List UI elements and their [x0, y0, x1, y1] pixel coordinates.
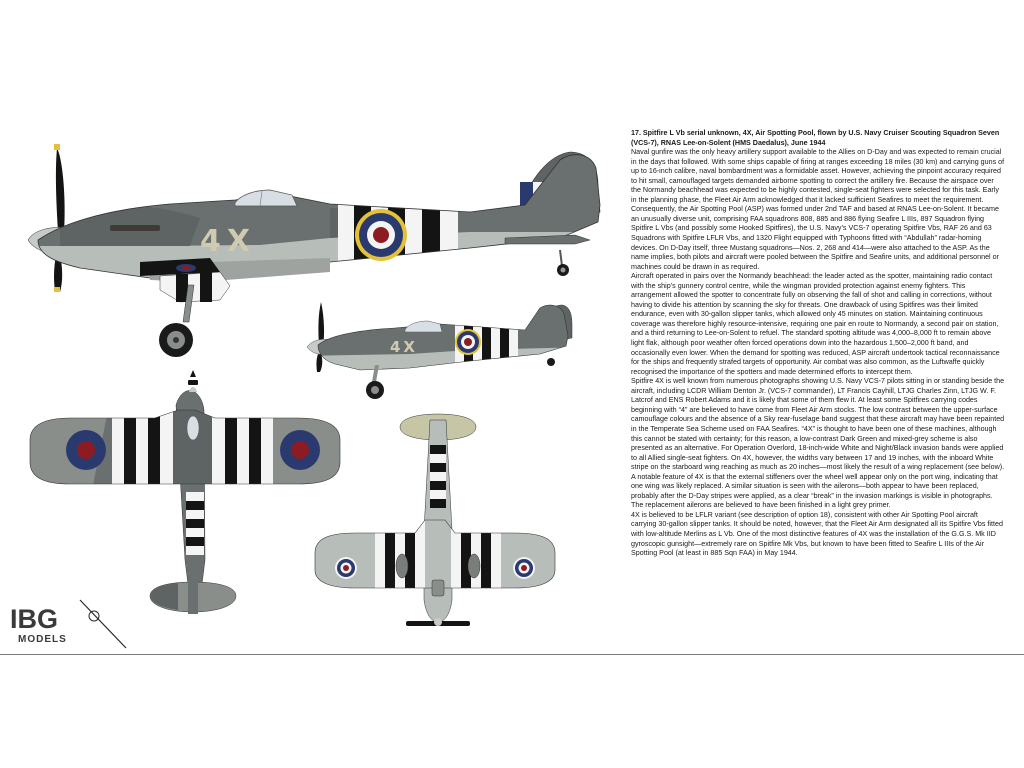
caption-title: 17. Spitfire L Vb serial unknown, 4X, Air Spotting Pool, flown by U.S. Navy Cruiser Scouting Squadron Seven (VCS-7), RNAS Lee-on-Solent (HMS Daedalus), June 1944: [631, 129, 1000, 147]
underwing-roundel-starboard: [513, 557, 535, 579]
logo-line2: MODELS: [18, 634, 67, 645]
caption-paragraph: 4X is believed to be LFLR variant (see description of option 18), consistent with other Air Spotting Pool aircraft carrying 30-gallon slipper tanks. It should be noted, however, that the Fleet Air Arm designated all its Spitfire Vbs fitted with low-altitude Merlins as L Vb. One of the most distinctive features of 4X was the installation of the G.G.S. Mk IID gyroscopic gunsight—extremely rare on Spitfire Mk Vbs, but known to have been fitted to Seafire L IIIs of the Air Spotting Pool (at least in 885 Sqn FAA) in May 1944.: [631, 510, 1003, 558]
ibg-models-logo: [6, 598, 126, 648]
top-wing-roundel-port: [66, 430, 106, 470]
underside-view: [300, 414, 570, 626]
caption-paragraph: Naval gunfire was the only heavy artillery support available to the Allies on D-Day and was expected to remain crucial in the days that followed. With some ships capable of firing at ranges exceeding 18 miles (30 km) and carrying guns of up to 16-inch calibre, naval bombardment was a formidable asset. However, achieving the pinpoint accuracy required to hit small, camouflaged targets demanded airborne spotting to correct the artillery fire. Because the airspace over the Normandy beachhead was expected to be highly contested, single-seat fighters were selected for this task. Early in the planning phase, the Fleet Air Arm acknowledged that it lacked sufficient Seafires to meet the requirement. Consequently, the Air Spotting Pool (ASP) was formed under 2nd TAF and based at RNAS Lee-on-Solent. It became an unusually diverse unit, comprising FAA squadrons 808, 885 and 886 flying Seafire L IIIs, 897 Squadron flying Spitfire L Vbs (and possibly some Hooked Spitfires), the U.S. Navy’s VCS-7 operating Spitfire Vbs, RAF 26 and 63 Squadrons with Spitfire LFLR Vbs, and 1320 Flight equipped with Typhoons fitted with “Abdullah” radar-homing devices. On D-Day itself, three Mustang squadrons—Nos. 2, 268 and 414—were also attached to the ASP. As the name implies, both pilots and aircraft were pooled between the Spitfire and Seafire units, and additional personnel or machines could be drawn in as required.: [631, 148, 1005, 271]
fuselage-roundel: [355, 209, 407, 261]
underwing-roundel-port: [335, 557, 357, 579]
bottom-divider: [0, 654, 1024, 655]
caption-paragraph: Spitfire 4X is well known from numerous photographs showing U.S. Navy VCS-7 pilots sitting in or standing beside the aircraft, including LCDR William Denton Jr. (VCS-7 commander), LT Francis Cayhill, LTJG Charles Zinn, LTJG W. F. Latcrof and ENS Robert Adams and it is likely that some of them flew it. At least some Spitfires carrying codes beginning with “4” are believed to have come from Fleet Air Arm stocks. The low contrast between the upper-surface camouflage colours and the absence of a Sky rear-fuselage band suggest that these aircraft may have been repainted in the Temperate Sea Scheme used on FAA Seafires. “4X” is thought to have been one of these machines, although this cannot be stated with certainty; for this reason, a low-contrast Dark Green and mixed-grey scheme is also presented as an alternative. For Operation Overlord, 18-inch-wide White and Night/Black invasion bands were applied to all Allied single-seat fighters. On 4X, however, the widths vary between 17 and 19 inches, with the inboard White stripe on the starboard wing reaching as much as 20 inches—most likely the result of a wing replacement (see below).: [631, 377, 1005, 472]
caption-paragraph: A notable feature of 4X is that the external stiffeners over the wheel well appear only on the port wing, indicating that one wing was likely replaced. A similar situation is seen with the ailerons—both appear to have been replaced, probably after the D-Day stripes were applied, as a clear “break” in the invasion markings is visible in photographs. The replacement ailerons are believed to have been finished in a light grey primer.: [631, 472, 998, 510]
top-view: [20, 370, 360, 614]
fuselage-code-letters: 4X: [200, 224, 257, 259]
fuselage-roundel-small: [455, 329, 481, 355]
caption-block: [631, 129, 1005, 559]
top-wing-roundel-starboard: [280, 430, 320, 470]
logo-line1: IBG: [10, 604, 59, 634]
side-profile-small: [300, 300, 630, 399]
fuselage-code-letters-small: 4X: [390, 338, 419, 356]
caption-paragraph: Aircraft operated in pairs over the Normandy beachhead: the leader acted as the spotter, maintaining radio contact with the ship’s gunnery control centre, while the wingman provided protection against enemy fighters. This arrangement allowed the spotter to concentrate fully on observing the fall of shot and calling in corrections, without having to divide his attention by scanning the sky for threats. One drawback of using Spitfires was their limited endurance, even with 30-gallon slipper tanks, which allowed only 45 minutes on station. Maintaining continuous coverage was therefore highly resource-intensive, requiring one pair en route to Normandy, a second pair on station, and a third returning to Lee-on-Solent to refuel. The standard spotting altitude was 4,000–8,000 ft to remain above light flak, although poor weather often forced operations down into the hazardous 1,500–2,000 ft band, and occasionally even lower. When the demand for spotting was reduced, ASP aircraft undertook tactical reconnaissance for the ships and frequently strafed targets of opportunity. Air combat was also common, as the Luftwaffe quickly recognised the importance of the spotters and made determined efforts to intercept them.: [631, 272, 1000, 376]
propeller: [54, 144, 65, 292]
